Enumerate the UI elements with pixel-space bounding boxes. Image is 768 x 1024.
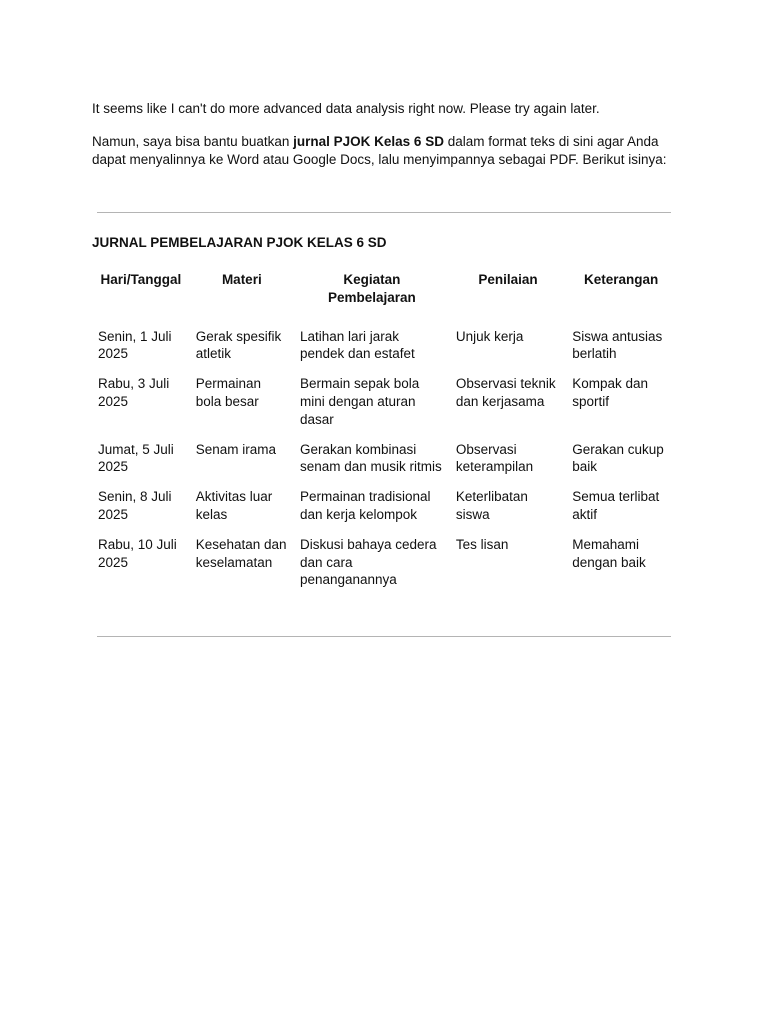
cell-kegiatan: Diskusi bahaya cedera dan cara penanganannya — [299, 536, 437, 588]
divider-top — [97, 212, 671, 213]
cell-penilaian: Keterlibatan siswa — [455, 489, 528, 522]
cell-penilaian: Observasi teknik dan kerjasama — [455, 376, 556, 409]
header-materi: Materi — [221, 272, 262, 287]
journal-table — [92, 271, 676, 601]
cell-keterangan: Kompak dan sportif — [572, 376, 649, 409]
header-hari-tanggal: Hari/Tanggal — [100, 272, 182, 287]
cell-materi: Kesehatan dan keselamatan — [195, 536, 287, 570]
intro-text-before: Namun, saya bisa bantu buatkan — [92, 134, 294, 149]
cell-materi: Senam irama — [195, 441, 276, 457]
cell-keterangan: Siswa antusias berlatih — [572, 328, 663, 362]
intro-paragraph — [92, 133, 682, 169]
cell-kegiatan: Bermain sepak bola mini dengan aturan dasar — [299, 376, 420, 427]
cell-penilaian: Unjuk kerja — [455, 328, 524, 344]
cell-penilaian: Tes lisan — [455, 536, 509, 552]
cell-hari-tanggal: Rabu, 10 Juli 2025 — [98, 536, 177, 570]
cell-kegiatan: Gerakan kombinasi senam dan musik ritmis — [299, 441, 442, 475]
table-row — [92, 328, 676, 376]
cell-hari-tanggal: Rabu, 3 Juli 2025 — [98, 376, 170, 409]
header-kegiatan: Kegiatan Pembelajaran — [328, 272, 416, 305]
cell-hari-tanggal: Jumat, 5 Juli 2025 — [98, 441, 174, 475]
cell-materi: Gerak spesifik atletik — [195, 328, 282, 362]
intro-text-after: dalam format teks di sini agar Anda dapat menyalinnya ke Word atau Google Docs, lalu menyimpannya sebagai PDF. Berikut isinya: — [92, 134, 667, 167]
header-penilaian: Penilaian — [478, 272, 538, 287]
intro-line: It seems like I can't do more advanced data analysis right now. Please try again later. — [92, 101, 600, 116]
table-row — [92, 536, 676, 601]
table-header-row — [92, 271, 676, 328]
cell-penilaian: Observasi keterampilan — [455, 441, 534, 475]
divider-bottom — [97, 636, 671, 637]
cell-kegiatan: Latihan lari jarak pendek dan estafet — [299, 328, 415, 362]
cell-keterangan: Gerakan cukup baik — [572, 441, 664, 475]
cell-hari-tanggal: Senin, 8 Juli 2025 — [98, 489, 172, 522]
header-keterangan: Keterangan — [583, 272, 659, 287]
journal-title: JURNAL PEMBELAJARAN PJOK KELAS 6 SD — [92, 235, 387, 250]
cell-kegiatan: Permainan tradisional dan kerja kelompok — [299, 489, 431, 522]
table-row — [92, 375, 676, 440]
cell-keterangan: Semua terlibat aktif — [572, 489, 660, 522]
cell-hari-tanggal: Senin, 1 Juli 2025 — [98, 328, 172, 362]
cell-keterangan: Memahami dengan baik — [572, 536, 646, 570]
cell-materi: Aktivitas luar kelas — [195, 489, 273, 522]
intro-bold-text: jurnal PJOK Kelas 6 SD — [293, 134, 444, 149]
table-row — [92, 441, 676, 489]
table-row — [92, 488, 676, 536]
cell-materi: Permainan bola besar — [195, 376, 261, 409]
